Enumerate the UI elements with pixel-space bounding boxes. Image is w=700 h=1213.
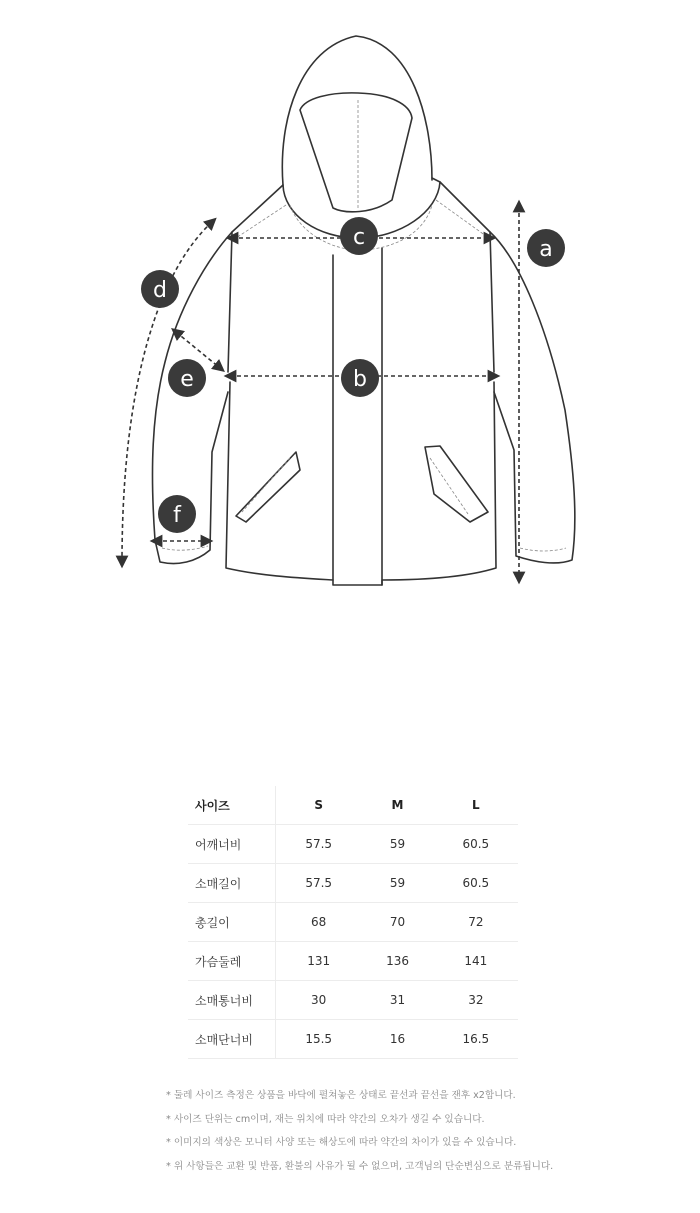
cell-l: 60.5 <box>434 864 518 903</box>
cell-l: 32 <box>434 981 518 1020</box>
table-row <box>188 903 518 942</box>
cell-m: 59 <box>361 864 433 903</box>
row-label: 총길이 <box>188 903 276 942</box>
table-header-row <box>188 786 518 825</box>
table-row <box>188 864 518 903</box>
row-label: 소매통너비 <box>188 981 276 1020</box>
svg-text:c: c <box>352 225 366 250</box>
svg-text:a: a <box>539 237 553 262</box>
table-row <box>188 981 518 1020</box>
cell-s: 15.5 <box>276 1020 362 1059</box>
header-size: 사이즈 <box>188 786 276 825</box>
svg-text:e: e <box>180 367 194 392</box>
note-color: * 이미지의 색상은 모니터 사양 또는 해상도에 따라 약간의 차이가 있을 수 있습니다. <box>166 1137 517 1148</box>
note-refund-policy: * 위 사항들은 교환 및 반품, 환불의 사유가 될 수 없으며, 고객님의 단순변심으로 분류됩니다. <box>166 1160 554 1172</box>
cell-m: 70 <box>361 903 433 942</box>
cell-m: 16 <box>361 1020 433 1059</box>
marker-c <box>340 217 378 255</box>
cell-l: 141 <box>434 942 518 981</box>
table-row <box>188 825 518 864</box>
cell-s: 57.5 <box>276 864 362 903</box>
seam-lines <box>162 100 566 551</box>
row-label: 가슴둘레 <box>188 942 276 981</box>
table-row <box>188 1020 518 1059</box>
header-m: M <box>361 786 433 825</box>
cell-l: 60.5 <box>434 825 518 864</box>
note-unit: * 사이즈 단위는 cm이며, 재는 위치에 따라 약간의 오차가 생길 수 있습니다. <box>166 1113 485 1125</box>
table-row <box>188 942 518 981</box>
cell-s: 57.5 <box>276 825 362 864</box>
cell-m: 136 <box>361 942 433 981</box>
row-label: 소매단너비 <box>188 1020 276 1059</box>
cell-m: 31 <box>361 981 433 1020</box>
cell-l: 72 <box>434 903 518 942</box>
svg-text:d: d <box>153 278 167 303</box>
note-measurement: * 둘레 사이즈 측정은 상품을 바닥에 펼쳐놓은 상태로 끝선과 끝선을 잰후 x2합니다. <box>166 1090 516 1101</box>
jacket-outline <box>152 36 574 585</box>
svg-text:b: b <box>353 367 367 392</box>
cell-s: 131 <box>276 942 362 981</box>
header-s: S <box>276 786 362 825</box>
cell-s: 30 <box>276 981 362 1020</box>
row-label: 어깨너비 <box>188 825 276 864</box>
marker-b <box>341 359 379 397</box>
marker-d <box>141 270 179 308</box>
marker-e <box>168 359 206 397</box>
marker-a <box>527 229 565 267</box>
svg-text:f: f <box>173 503 181 528</box>
header-l: L <box>434 786 518 825</box>
cell-l: 16.5 <box>434 1020 518 1059</box>
size-notes <box>166 1084 606 1178</box>
size-table <box>188 786 518 1059</box>
row-label: 소매길이 <box>188 864 276 903</box>
marker-f <box>158 495 196 533</box>
cell-s: 68 <box>276 903 362 942</box>
cell-m: 59 <box>361 825 433 864</box>
